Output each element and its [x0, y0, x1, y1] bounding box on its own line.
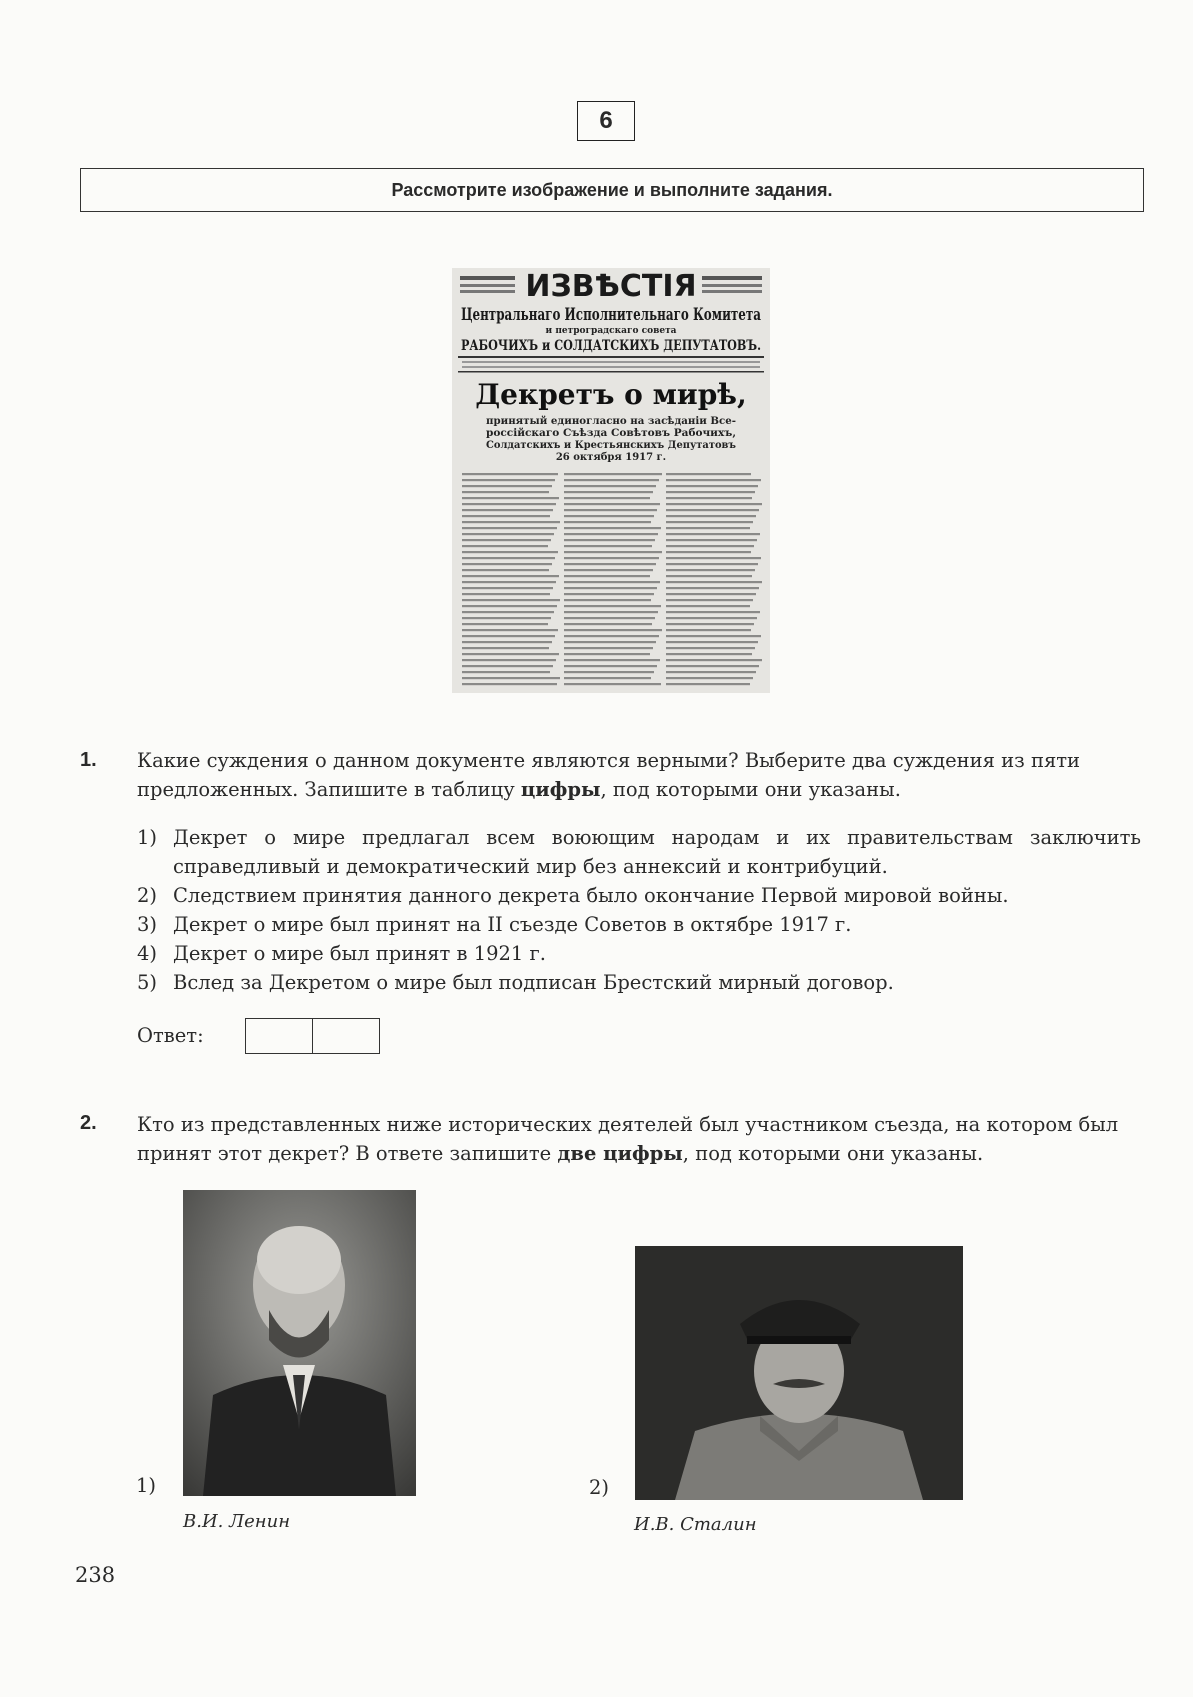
q1-options [137, 823, 1141, 997]
q1-option: 5) Вслед за Декретом о мире был подписан Брестский мирный договор. [137, 971, 894, 994]
answer-cell-1[interactable] [246, 1019, 312, 1053]
newspaper-headline: Декретъ о мирѣ, [475, 378, 747, 411]
newspaper-sub-3: Солдатскихъ и Крестьянскихъ Депутатовъ [486, 440, 737, 451]
newspaper-sub-2: россiйскаго Съѣзда Совѣтовъ Рабочихъ, [486, 428, 736, 439]
newspaper-subtitle-3: РАБОЧИХЪ и СОЛДАТСКИХЪ ДЕПУТАТОВЪ. [461, 338, 761, 354]
page-number: 238 [75, 1563, 116, 1587]
task-number: 6 [577, 101, 635, 141]
q1-option: 3) Декрет о мире был принят на II съезде Советов в октябре 1917 г. [137, 913, 852, 936]
q2-text: Кто из представленных ниже исторических деятелей был участником съезда, на котором был принят этот декрет? В ответе запишите две цифры, под которыми они указаны. [137, 1113, 1119, 1165]
figure-2-caption: И.В. Сталин [634, 1514, 757, 1535]
q1-text: Какие суждения о данном документе являются верными? Выберите два суждения из пяти предложенных. Запишите в таблицу цифры, под которыми они указаны. [137, 749, 1081, 801]
figure-1-number: 1) [136, 1474, 157, 1497]
newspaper-sub-4: 26 октября 1917 г. [555, 452, 667, 463]
newspaper-subtitle-1: Центральнаго Исполнительнаго Комитета [461, 305, 761, 325]
answer-box[interactable] [245, 1018, 380, 1054]
q2-number: 2. [80, 1112, 97, 1134]
q1-option: 2) Следствием принятия данного декрета было окончание Первой мировой войны. [137, 884, 1009, 907]
answer-cell-2[interactable] [312, 1019, 379, 1053]
figure-2-number: 2) [589, 1476, 610, 1499]
answer-label: Ответ: [137, 1024, 204, 1047]
figure-1-caption: В.И. Ленин [183, 1511, 291, 1532]
newspaper-sub-1: принятый единогласно на засѣданiи Все- [486, 416, 736, 427]
portrait-lenin [183, 1190, 416, 1496]
q1-number: 1. [80, 749, 97, 771]
q1-option: 1) Декрет о мире предлагал всем воюющим народам и их правительствам заключить справедливый и демократический мир без аннексий и контрибуций. [137, 826, 1141, 878]
newspaper-subtitle-2: и петроградскаго совета [545, 326, 677, 336]
newspaper-masthead: ИЗВѢСТIЯ [525, 269, 697, 304]
task-instruction: Рассмотрите изображение и выполните задания. [80, 168, 1144, 212]
portrait-stalin [635, 1246, 963, 1500]
newspaper-image [452, 268, 770, 693]
q1-option: 4) Декрет о мире был принят в 1921 г. [137, 942, 546, 965]
